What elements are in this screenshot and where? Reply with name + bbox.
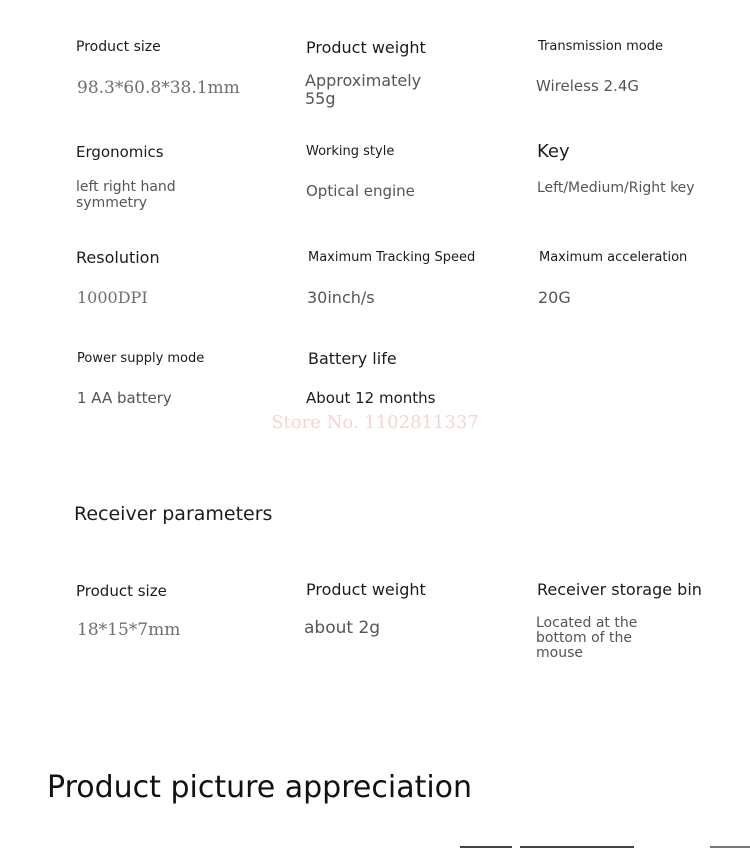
spec-value-product-size: 98.3*60.8*38.1mm (77, 78, 240, 98)
receiver-value-storage-bin: Located at the bottom of the mouse (536, 615, 638, 661)
spec-value-battery-life: About 12 months (306, 389, 436, 407)
spec-label-product-size: Product size (76, 39, 161, 55)
receiver-value-product-size: 18*15*7mm (77, 620, 181, 640)
product-picture-appreciation-heading: Product picture appreciation (47, 770, 473, 805)
spec-value-max-tracking-speed: 30inch/s (307, 288, 375, 307)
store-watermark: Store No. 1102811337 (271, 412, 479, 433)
receiver-parameters-heading: Receiver parameters (74, 503, 273, 525)
spec-label-working-style: Working style (306, 144, 395, 159)
spec-label-power-supply-mode: Power supply mode (77, 351, 205, 366)
spec-label-transmission-mode: Transmission mode (538, 39, 663, 54)
receiver-value-product-weight: about 2g (304, 618, 381, 638)
spec-label-resolution: Resolution (76, 248, 160, 267)
spec-value-key: Left/Medium/Right key (537, 180, 695, 196)
receiver-label-product-size: Product size (76, 582, 167, 600)
spec-value-resolution: 1000DPI (77, 288, 148, 307)
spec-label-max-tracking-speed: Maximum Tracking Speed (308, 250, 476, 265)
receiver-label-storage-bin: Receiver storage bin (537, 580, 702, 599)
spec-value-working-style: Optical engine (306, 182, 415, 200)
spec-label-ergonomics: Ergonomics (76, 143, 164, 161)
spec-value-max-acceleration: 20G (538, 288, 571, 307)
receiver-label-product-weight: Product weight (306, 580, 426, 599)
spec-value-ergonomics: left right hand symmetry (76, 179, 176, 211)
spec-label-product-weight: Product weight (306, 38, 426, 57)
spec-label-max-acceleration: Maximum acceleration (539, 250, 688, 265)
spec-label-key: Key (537, 141, 570, 162)
spec-value-product-weight: Approximately 55g (305, 71, 422, 108)
spec-value-transmission-mode: Wireless 2.4G (536, 77, 640, 95)
spec-value-power-supply-mode: 1 AA battery (77, 389, 172, 407)
spec-label-battery-life: Battery life (308, 349, 397, 368)
